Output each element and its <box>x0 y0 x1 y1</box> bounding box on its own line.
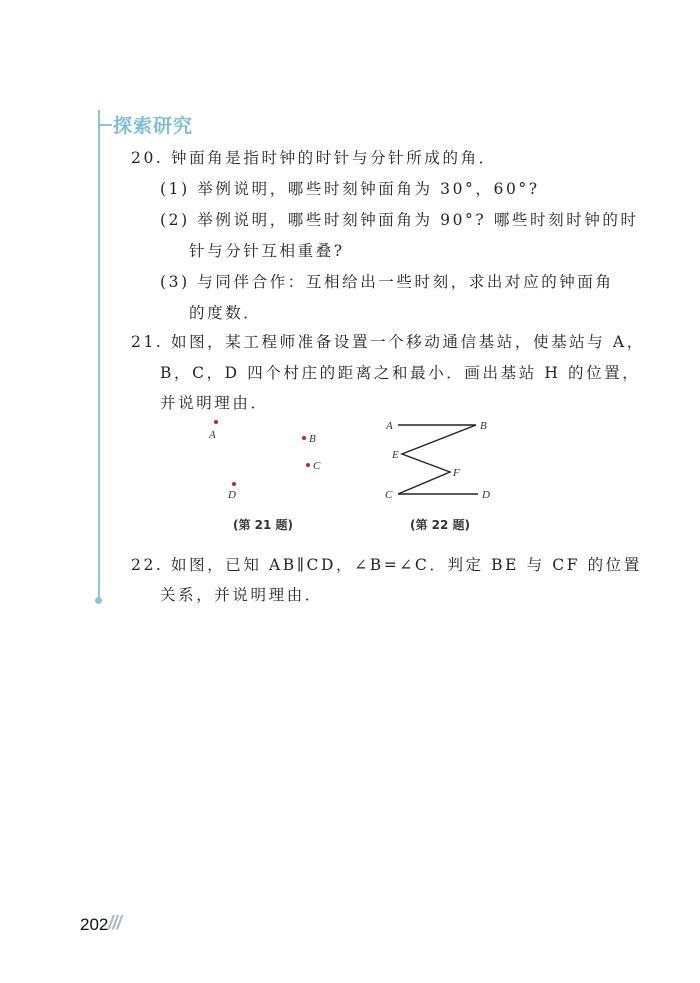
figure-22-lines <box>398 425 478 494</box>
problem-text: 如图，已知 AB∥CD，∠B=∠C．判定 BE 与 CF 的位置 <box>170 556 642 574</box>
problem-21-line-3: 并说明理由． <box>160 394 269 412</box>
fig22-label-d: D <box>482 489 490 501</box>
problem-22-line-2: 关系，并说明理由． <box>160 586 323 604</box>
problem-21-line-2: B，C，D 四个村庄的距离之和最小．画出基站 H 的位置， <box>160 364 641 382</box>
problem-20-part-3-cont: 的度数． <box>189 304 262 322</box>
fig22-label-f: F <box>453 467 460 479</box>
fig22-label-a: A <box>386 420 393 432</box>
point-d-dot <box>232 482 236 486</box>
page-decoration-slashes: /// <box>108 913 121 934</box>
figure-22-caption: (第 22 题) <box>410 518 471 532</box>
fig22-label-e: E <box>392 449 399 461</box>
problem-number: 20. <box>131 149 164 167</box>
point-b-label: B <box>309 433 316 445</box>
part-text: 举例说明，哪些时刻钟面角为 90°? 哪些时刻时钟的时 <box>197 211 639 229</box>
problem-text: 如图，某工程师准备设置一个移动通信基站，使基站与 A， <box>170 333 645 351</box>
point-b-dot <box>302 436 306 440</box>
problem-text: 钟面角是指时钟的时针与分针所成的角． <box>170 149 497 167</box>
point-c-dot <box>306 463 310 467</box>
part-label: (3) <box>160 273 190 291</box>
fig22-label-c: C <box>385 489 393 501</box>
figure-21-caption: (第 21 题) <box>233 518 294 532</box>
problem-22 <box>131 553 642 575</box>
problem-number: 21. <box>131 333 164 351</box>
part-text: 与同伴合作：互相给出一些时刻，求出对应的钟面角 <box>197 273 614 291</box>
point-a-dot <box>214 420 218 424</box>
problem-number: 22. <box>131 556 164 574</box>
fig22-label-b: B <box>480 420 487 432</box>
part-label: (2) <box>160 211 190 229</box>
point-d-label: D <box>228 489 236 501</box>
page-number: 202 <box>80 915 109 934</box>
point-a-label: A <box>209 429 216 441</box>
part-label: (1) <box>160 180 190 198</box>
section-title: 探索研究 <box>113 115 194 137</box>
problem-20-part-2-cont: 针与分针互相重叠? <box>189 242 345 260</box>
part-text: 举例说明，哪些时刻钟面角为 30°，60°? <box>197 180 540 198</box>
point-c-label: C <box>313 460 321 472</box>
